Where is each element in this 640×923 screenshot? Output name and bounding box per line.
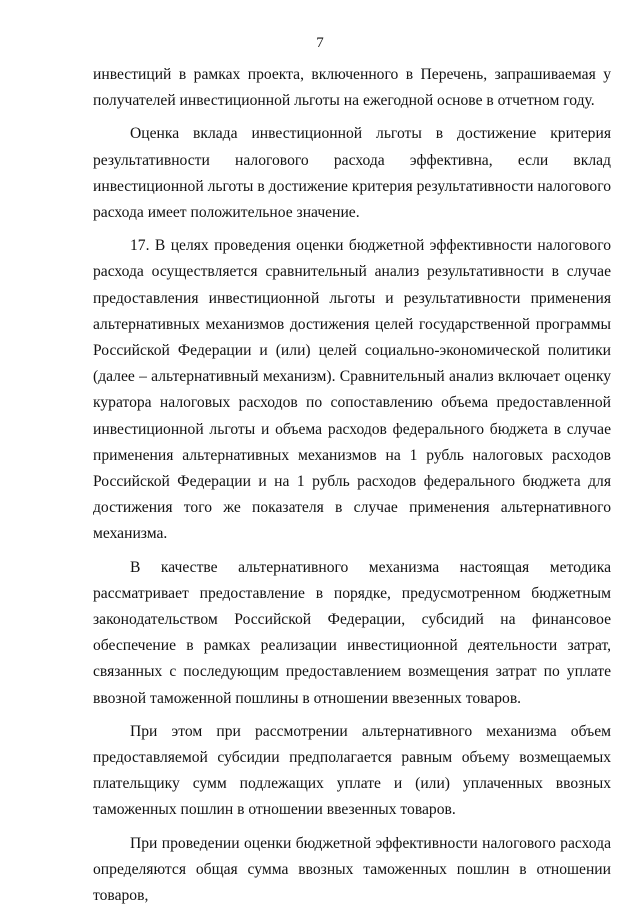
page-number: 7 bbox=[316, 35, 324, 51]
paragraph-5: При этом при рассмотрении альтернативного механизма объем предоставляемой субсидии предполагается равным объему возмещаемых плательщику сумм подлежащих уплате и (или) уплаченных ввозных таможенных пошлин в отношении ввезенных товаров. bbox=[93, 722, 611, 819]
paragraph-4: В качестве альтернативного механизма настоящая методика рассматривает предоставление в порядке, предусмотренном бюджетным законодательством Российской Федерации, субсидий на финансовое обеспечение в рамках реализации инвестиционной деятельности затрат, связанных с последующим предоставлением возмещения затрат по уплате ввозной таможенной пошлины в отношении ввезенных товаров. bbox=[93, 558, 611, 707]
paragraph-3: 17. В целях проведения оценки бюджетной эффективности налогового расхода осуществляется сравнительный анализ результативности в случае предоставления инвестиционной льготы и результативности применения альтернативных механизмов достижения целей государственной программы Российской Федерации и (или) целей социально-экономической политики (далее – альтернативный механизм). Сравнительный анализ включает оценку куратора налоговых расходов по сопоставлению объема предоставленной инвестиционной льготы и объема расходов федерального бюджета в случае применения альтернативных механизмов на 1 рубль налоговых расходов Российской Федерации и на 1 рубль расходов федерального бюджета для достижения того же показателя в случае применения альтернативного механизма. bbox=[93, 237, 611, 543]
document-body bbox=[93, 62, 611, 909]
paragraph-1: инвестиций в рамках проекта, включенного в Перечень, запрашиваемая у получателей инвестиционной льготы на ежегодной основе в отчетном году. bbox=[93, 66, 611, 110]
paragraph-2: Оценка вклада инвестиционной льготы в достижение критерия результативности налогового расхода эффективна, если вклад инвестиционной льготы в достижение критерия результативности налогового расхода имеет положительное значение. bbox=[93, 125, 611, 222]
paragraph-6: При проведении оценки бюджетной эффективности налогового расхода определяются общая сумма ввозных таможенных пошлин в отношении товаров, bbox=[93, 834, 611, 905]
